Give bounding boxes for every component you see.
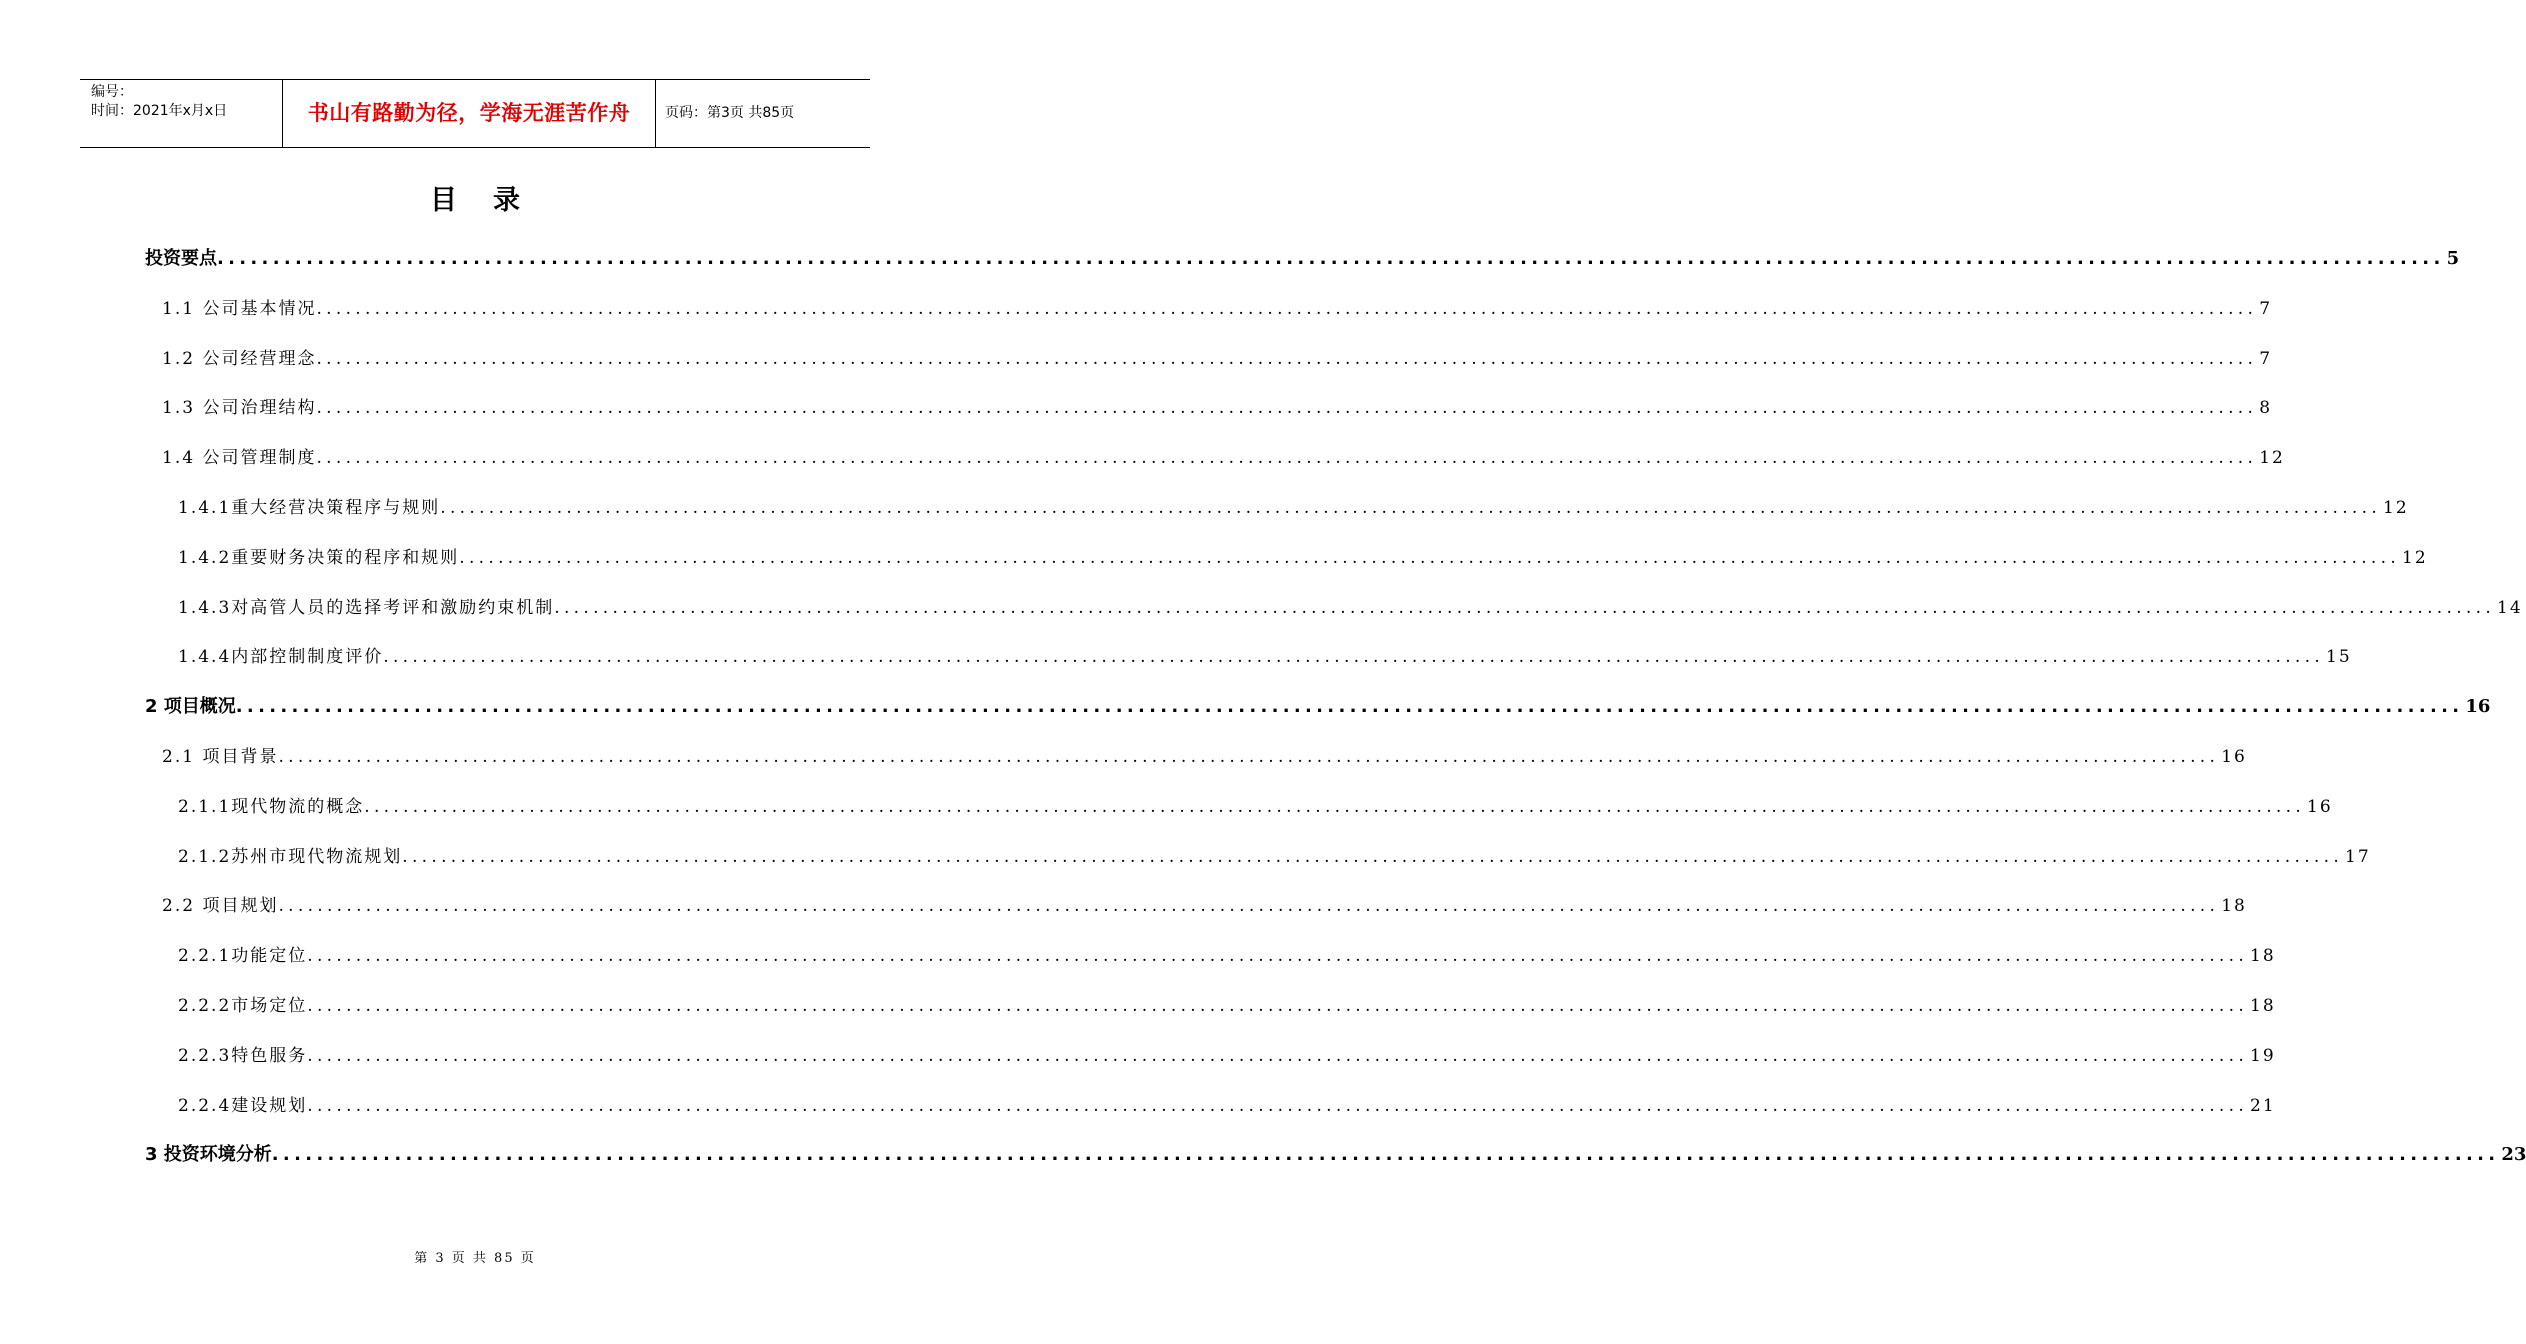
toc-entry-page: 7 (2259, 348, 2273, 369)
toc-leader-dots: ........................................................................................................................................................................................................ (307, 1045, 2249, 1066)
toc-entry-page: 16 (2465, 696, 2491, 718)
toc-leader-dots: ........................................................................................................................................................................................................ (383, 647, 2325, 668)
toc-entry-label: 2.1.2苏州市现代物流规划 (178, 846, 403, 867)
toc-entry-page: 5 (2446, 248, 2460, 269)
toc-leader-dots: ........................................................................................................................................................................................................ (307, 946, 2249, 967)
toc-entry-page: 8 (2259, 398, 2273, 419)
toc-leader-dots: ........................................................................................................................................................................................................ (554, 597, 2496, 618)
toc-entry-page: 19 (2250, 1045, 2276, 1066)
toc-leader-dots: ........................................................................................................................................................................................................ (316, 398, 2258, 419)
toc-leader-dots: ........................................................................................................................................................................................................ (459, 547, 2401, 568)
header-motto: 书山有路勤为径，学海无涯苦作舟 (283, 80, 656, 147)
toc-leader-dots: ........................................................................................................................................................................................................ (316, 298, 2258, 319)
toc-entry-label: 1.4.2重要财务决策的程序和规则 (178, 547, 460, 568)
toc-entry-page: 14 (2497, 597, 2523, 618)
toc-entry-page: 18 (2250, 996, 2276, 1016)
toc-entry-label: 1.4.1重大经营决策程序与规则 (178, 498, 441, 518)
toc-entry-label: 2 项目概况 (145, 696, 236, 718)
toc-entry[interactable] (162, 294, 2273, 322)
toc-entry-label: 1.4 公司管理制度 (162, 448, 317, 469)
toc-entry[interactable] (178, 493, 2409, 521)
toc-entry-label: 2.2.1功能定位 (178, 946, 308, 967)
toc-entry[interactable] (162, 891, 2247, 919)
toc-entry-page: 16 (2221, 747, 2247, 767)
toc-entry-page: 12 (2402, 547, 2428, 568)
toc-entry-page: 17 (2345, 846, 2371, 867)
toc-entry-page: 23 (2501, 1144, 2526, 1166)
toc-leader-dots: ........................................................................................................................................................................................................ (364, 796, 2306, 817)
page-footer: 第 3 页 共 85 页 (414, 1251, 536, 1266)
toc-entry-label: 1.1 公司基本情况 (162, 298, 317, 319)
toc-leader-dots: ........................................................................................................................................................................................................ (316, 448, 2258, 469)
toc-leader-dots: ........................................................................................................................................................................................................ (235, 696, 2464, 718)
toc-entry-page: 7 (2259, 298, 2273, 319)
toc-entry[interactable] (145, 1140, 2526, 1168)
toc-leader-dots: ........................................................................................................................................................................................................ (278, 896, 2220, 917)
serial-label: 编号： (91, 84, 133, 100)
header-meta (80, 80, 283, 147)
toc-entry[interactable] (162, 393, 2273, 421)
toc-entry[interactable] (178, 1041, 2276, 1069)
toc-entry-label: 投资要点 (145, 248, 217, 269)
toc-entry[interactable] (178, 941, 2276, 969)
toc-entry[interactable] (162, 742, 2247, 770)
toc-entry-label: 1.4.3对高管人员的选择考评和激励约束机制 (178, 597, 555, 618)
toc-entry-label: 1.3 公司治理结构 (162, 398, 317, 419)
toc-entry-label: 2.2 项目规划 (162, 896, 279, 917)
toc-entry-label: 3 投资环境分析 (145, 1144, 272, 1166)
toc-entry-page: 15 (2326, 647, 2352, 668)
page-header (80, 79, 870, 148)
toc-entry-page: 18 (2221, 896, 2247, 917)
toc-entry[interactable] (178, 991, 2276, 1019)
toc-leader-dots: ........................................................................................................................................................................................................ (278, 747, 2220, 767)
toc-leader-dots: ........................................................................................................................................................................................................ (217, 248, 2445, 269)
toc-entry-page: 21 (2250, 1095, 2276, 1116)
toc-entry[interactable] (178, 842, 2371, 870)
toc-entry-label: 2.2.2市场定位 (178, 996, 308, 1016)
toc-entry[interactable] (178, 593, 2523, 621)
toc-leader-dots: ........................................................................................................................................................................................................ (307, 996, 2249, 1016)
toc-leader-dots: ........................................................................................................................................................................................................ (402, 846, 2344, 867)
toc-entry-label: 1.4.4内部控制制度评价 (178, 647, 384, 668)
toc-leader-dots: ........................................................................................................................................................................................................ (307, 1095, 2249, 1116)
date-label: 时间：2021年x月x日 (91, 103, 228, 119)
toc-entry-label: 2.2.4建设规划 (178, 1095, 308, 1116)
toc-entry-page: 12 (2383, 498, 2409, 518)
toc-entry-label: 2.1 项目背景 (162, 747, 279, 767)
toc-entry[interactable] (178, 543, 2428, 571)
toc-entry[interactable] (145, 692, 2491, 720)
toc-entry[interactable] (178, 1091, 2276, 1119)
toc-entry-page: 18 (2250, 946, 2276, 967)
toc-entry-label: 2.1.1现代物流的概念 (178, 796, 365, 817)
toc-entry-page: 12 (2259, 448, 2285, 469)
toc-entry[interactable] (178, 642, 2352, 670)
toc-leader-dots: ........................................................................................................................................................................................................ (271, 1144, 2500, 1166)
toc-title: 目录 (430, 185, 556, 216)
toc-entry-label: 1.2 公司经营理念 (162, 348, 317, 369)
toc-entry[interactable] (178, 792, 2333, 820)
toc-leader-dots: ........................................................................................................................................................................................................ (316, 348, 2258, 369)
toc-entry-page: 16 (2307, 796, 2333, 817)
toc-entry[interactable] (162, 344, 2273, 372)
header-page-info: 页码：第3页 共85页 (665, 105, 795, 121)
toc-leader-dots: ........................................................................................................................................................................................................ (440, 498, 2382, 518)
toc-entry[interactable] (162, 443, 2285, 471)
toc-entry[interactable] (145, 244, 2460, 272)
toc-entry-label: 2.2.3特色服务 (178, 1045, 308, 1066)
